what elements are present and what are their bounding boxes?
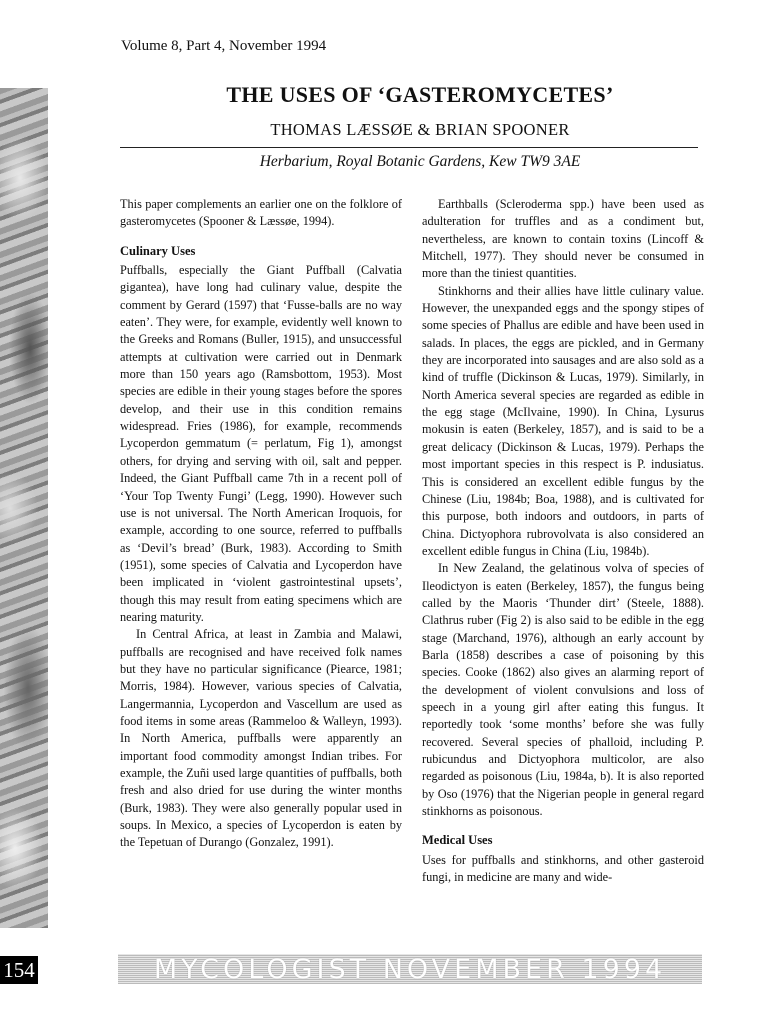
title-rule	[120, 147, 698, 148]
paragraph: Puffballs, especially the Giant Puffball (Calvatia gigantea), have long had culinary value, despite the comment by Gerard (1597) that ‘Fusse-balls are no way eaten’. They were, for example, evidently well known to the Greeks and Romans (Buller, 1915), and unsuccessful attempts at cultivation were carried out in Denmark more than 150 years ago (Ramsbottom, 1953). Most species are edible in their young stages before the spores develop, and their use in this condition remains widespread. Fries (1986), for example, recommends Lycoperdon gemmatum (= perlatum, Fig 1), amongst others, for drying and serving with oil, salt and pepper. Indeed, the Giant Puffball came 7th in a recent poll of ‘Your Top Twenty Fungi’ (Legg, 1990). However such use is not universal. The North American Iroquois, for example, according to one source, referred to puffballs as ‘Devil’s bread’ (Burk, 1983). According to Smith (1951), some species of Calvatia and Lycoperdon have been implicated in ‘violent gastrointestinal upsets’, though this may result from eating specimens which are nearing maturity.	[120, 263, 402, 624]
journal-line: Volume 8, Part 4, November 1994	[121, 38, 327, 54]
column-right	[422, 196, 704, 886]
heading-culinary-uses: Culinary Uses	[120, 243, 196, 258]
paragraph: In New Zealand, the gelatinous volva of species of Ileodictyon is eaten (Berkeley, 1857), the fungus being called by the Maoris ‘Thunder dirt’ (Steele, 1888). Clathrus ruber (Fig 2) is also said to be edible in the egg stage (Marchand, 1976), although an early account by Barla (1858) describes a case of poisoning by this species. Cooke (1862) also gives an alarming report of the development of violent convulsions and loss of speech in a young girl after eating this fungus. It reportedly took ‘some months’ before she was fully recovered. Several species of phalloid, including P. rubicundus and Dictyophora multicolor, are also regarded as poisonous (Liu, 1984a, b). It is also reported by Oso (1976) that the Nigerian people in general regard stinkhorns as poisonous.	[422, 561, 704, 819]
article-authors: THOMAS LÆSSØE & BRIAN SPOONER	[270, 120, 570, 139]
decorative-marble-strip	[0, 88, 48, 928]
affiliation: Herbarium, Royal Botanic Gardens, Kew TW9 3AE	[259, 153, 581, 170]
article-title: THE USES OF ‘GASTEROMYCETES’	[226, 82, 614, 107]
intro-paragraph: This paper complements an earlier one on the folklore of gasteromycetes (Spooner & Læssøe, 1994).	[120, 197, 402, 229]
column-left	[120, 196, 402, 852]
page-number: 154	[0, 956, 38, 984]
footer-banner	[118, 954, 702, 984]
paragraph: Uses for puffballs and stinkhorns, and other gasteroid fungi, in medicine are many and wide-	[422, 852, 704, 885]
paragraph: Earthballs (Scleroderma spp.) have been used as adulteration for truffles and as a condiment but, nevertheless, are known to contain toxins (Lincoff & Mitchell, 1977). They should never be consumed in more than the tiniest quantities.	[422, 197, 704, 281]
heading-medical-uses: Medical Uses	[422, 833, 493, 848]
footer-text: MYCOLOGIST NOVEMBER 1994	[153, 954, 667, 984]
paragraph: Stinkhorns and their allies have little culinary value. However, the unexpanded eggs and the spongy stipes of some species of Phallus are edible and have been used in salads. In places, the eggs are pickled, and in Germany they are incorporated into sausages and are also sold as a kind of truffle (Dickinson & Lucas, 1979). Similarly, in North America several species are regarded as edible in the egg stage (McIlvaine, 1990). In China, Lysurus mokusin is eaten (Berkeley, 1857), and is said to be a great delicacy (Dickinson & Lucas, 1979). Perhaps the most important species in this respect is P. indusiatus. This is considered an excellent edible fungus by the Chinese (Liu, 1984b; Boa, 1988), and is cultivated for this purpose, both indoors and outdoors, in parts of China. Dictyophora rubrovolvata is also considered an excellent edible fungus in China (Liu, 1984b).	[422, 283, 704, 558]
paragraph: In Central Africa, at least in Zambia and Malawi, puffballs are recognised and have received folk names but they have no particular significance (Piearce, 1981; Morris, 1984). However, various species of Calvatia, Langermannia, Lycoperdon and Vascellum are used as food items in some areas (Rammeloo & Walleyn, 1993). In North America, puffballs were apparently an important food commodity amongst Indian tribes. For example, the Zuñi used large quantities of puffballs, both fresh and also dried for use during the winter months (Burk, 1983). They were also generally popular used in soups. In Mexico, a species of Lycoperdon is eaten by the Tepetuan of Durango (Gonzalez, 1991).	[120, 627, 402, 850]
